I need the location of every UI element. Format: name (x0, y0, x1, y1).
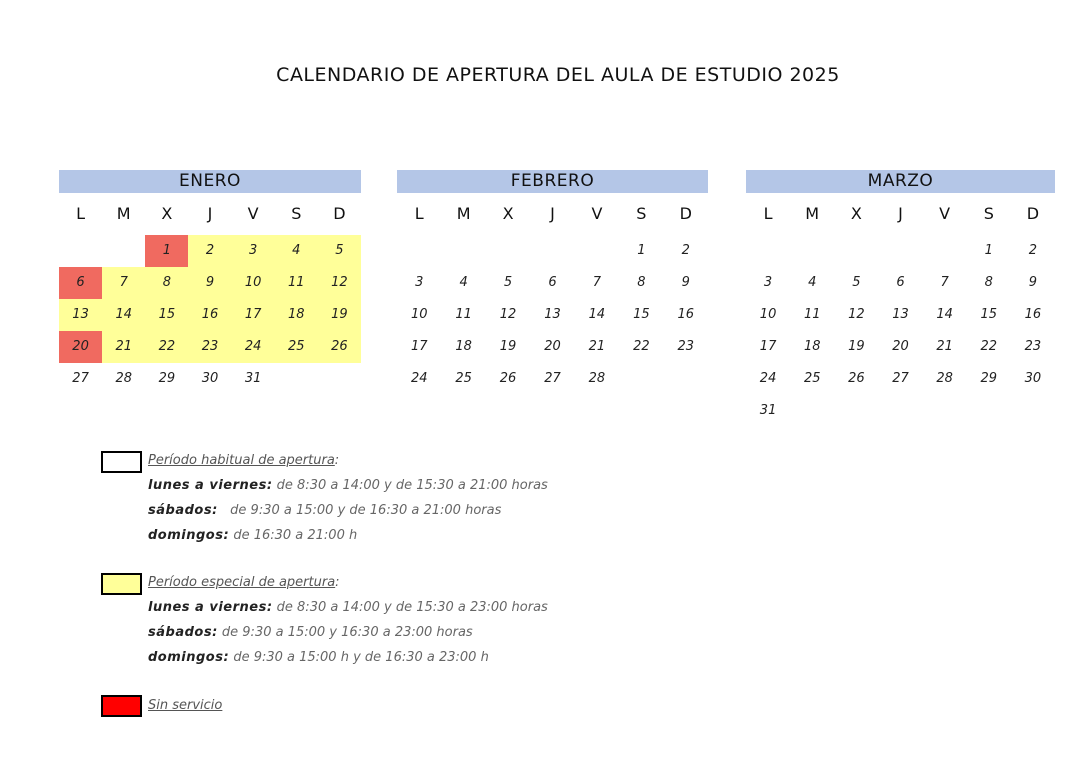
weekday-label: V (591, 204, 603, 223)
day-cell: 17 (759, 339, 777, 354)
day-cell: 24 (410, 371, 428, 386)
weekday-label: V (247, 204, 259, 223)
day-cell: 28 (115, 371, 132, 386)
day-cell: 11 (455, 307, 472, 322)
legend-swatch-especial (101, 573, 142, 595)
day-cell: 5 (852, 275, 861, 290)
day-cell: 4 (808, 275, 817, 290)
weekday-label: M (805, 204, 820, 223)
day-cell: 21 (588, 339, 606, 354)
day-cell: 26 (848, 371, 865, 386)
empty-cell (318, 363, 361, 395)
day-cell: 5 (318, 235, 361, 267)
empty-cell (878, 395, 922, 427)
day-cell: 3 (232, 235, 275, 267)
day-cell: 9 (1028, 275, 1038, 290)
empty-cell (664, 363, 708, 395)
day-cell: 21 (936, 339, 953, 354)
empty-cell (441, 235, 485, 267)
day-cell: 22 (980, 339, 998, 354)
day-cell: 19 (848, 339, 865, 354)
day-cell: 22 (145, 331, 188, 363)
month-header: MARZO (746, 170, 1055, 193)
weekday-label: V (939, 204, 951, 223)
empty-cell (102, 235, 145, 267)
day-cell: 7 (940, 275, 949, 290)
day-cell: 15 (980, 307, 998, 322)
day-cell: 4 (275, 235, 318, 267)
day-cell: 5 (503, 275, 513, 290)
day-cell: 15 (633, 307, 650, 322)
weekday-label: J (550, 204, 555, 223)
weekday-label: X (502, 204, 514, 223)
day-cell: 1 (984, 243, 993, 258)
day-cell: 6 (548, 275, 557, 290)
empty-cell (575, 235, 619, 267)
day-cell: 12 (848, 307, 865, 322)
legend-especial-weekdays: lunes a viernes: de 8:30 a 14:00 y de 15:30 a 23:00 horas (148, 600, 548, 615)
empty-cell (834, 395, 878, 427)
day-cell: 7 (102, 267, 145, 299)
day-cell: 16 (677, 307, 695, 322)
month-enero (59, 170, 361, 395)
day-cell: 13 (892, 307, 909, 322)
empty-cell (1011, 395, 1055, 427)
day-cell: 25 (803, 371, 821, 386)
weekday-label: S (983, 204, 994, 223)
day-cell: 15 (145, 299, 188, 331)
day-cell: 6 (896, 275, 905, 290)
month-marzo (746, 170, 1055, 427)
weekday-label: L (76, 204, 86, 223)
day-cell: 13 (544, 307, 561, 322)
days-grid (397, 235, 708, 395)
day-cell: 19 (318, 299, 361, 331)
month-febrero (397, 170, 708, 395)
weekday-row (59, 193, 361, 235)
day-cell: 6 (59, 267, 102, 299)
day-cell: 10 (410, 307, 428, 322)
day-cell: 2 (1028, 243, 1038, 258)
empty-cell (967, 395, 1011, 427)
day-cell: 28 (936, 371, 953, 386)
legend-habitual-sunday: domingos: de 16:30 a 21:00 h (148, 528, 358, 543)
day-cell: 1 (145, 235, 188, 267)
empty-cell (275, 363, 318, 395)
day-cell: 11 (803, 307, 821, 322)
weekday-row (746, 193, 1055, 235)
empty-cell (59, 235, 102, 267)
day-cell: 14 (588, 307, 606, 322)
month-header: ENERO (59, 170, 361, 193)
legend-habitual-saturday: sábados: de 9:30 a 15:00 y de 16:30 a 21:00 horas (148, 503, 502, 518)
day-cell: 26 (318, 331, 361, 363)
day-cell: 9 (188, 267, 231, 299)
day-cell: 27 (72, 371, 89, 386)
day-cell: 13 (59, 299, 102, 331)
day-cell: 16 (1024, 307, 1042, 322)
days-grid (59, 235, 361, 395)
day-cell: 26 (499, 371, 517, 386)
day-cell: 23 (188, 331, 231, 363)
day-cell: 12 (499, 307, 517, 322)
day-cell: 18 (803, 339, 821, 354)
day-cell: 3 (415, 275, 424, 290)
day-cell: 28 (588, 371, 606, 386)
day-cell: 20 (59, 331, 102, 363)
day-cell: 17 (410, 339, 428, 354)
day-cell: 25 (455, 371, 472, 386)
empty-cell (530, 235, 574, 267)
day-cell: 1 (637, 243, 646, 258)
day-cell: 30 (1024, 371, 1042, 386)
day-cell: 23 (677, 339, 695, 354)
day-cell: 20 (892, 339, 909, 354)
legend-especial-sunday: domingos: de 9:30 a 15:00 h y de 16:30 a 23:00 h (148, 650, 489, 665)
weekday-label: L (414, 204, 424, 223)
day-cell: 14 (102, 299, 145, 331)
day-cell: 24 (759, 371, 777, 386)
empty-cell (790, 395, 834, 427)
day-cell: 7 (592, 275, 602, 290)
empty-cell (923, 235, 967, 267)
empty-cell (834, 235, 878, 267)
legend-heading-especial: Período especial de apertura: (148, 575, 340, 590)
day-cell: 12 (318, 267, 361, 299)
weekday-label: D (679, 204, 692, 223)
legend-especial-saturday: sábados: de 9:30 a 15:00 y 16:30 a 23:00 horas (148, 625, 473, 640)
weekday-label: S (636, 204, 647, 223)
empty-cell (397, 235, 441, 267)
weekday-label: X (850, 204, 862, 223)
legend-habitual-weekdays: lunes a viernes: de 8:30 a 14:00 y de 15:30 a 21:00 horas (148, 478, 548, 493)
day-cell: 2 (188, 235, 231, 267)
legend-swatch-sin-servicio (101, 695, 142, 717)
day-cell: 10 (759, 307, 777, 322)
day-cell: 8 (637, 275, 646, 290)
day-cell: 8 (145, 267, 188, 299)
day-cell: 4 (459, 275, 468, 290)
empty-cell (746, 235, 790, 267)
empty-cell (923, 395, 967, 427)
day-cell: 11 (275, 267, 318, 299)
day-cell: 3 (763, 275, 773, 290)
day-cell: 24 (232, 331, 275, 363)
page-title: CALENDARIO DE APERTURA DEL AULA DE ESTUDIO 2025 (276, 64, 840, 86)
empty-cell (790, 235, 834, 267)
day-cell: 2 (681, 243, 690, 258)
weekday-label: L (763, 204, 773, 223)
day-cell: 19 (499, 339, 517, 354)
day-cell: 31 (759, 403, 777, 418)
weekday-row (397, 193, 708, 235)
day-cell: 29 (158, 371, 176, 386)
day-cell: 29 (980, 371, 998, 386)
day-cell: 8 (984, 275, 993, 290)
weekday-label: J (898, 204, 903, 223)
day-cell: 27 (544, 371, 561, 386)
month-header: FEBRERO (397, 170, 708, 193)
weekday-label: M (456, 204, 471, 223)
day-cell: 25 (275, 331, 318, 363)
legend-heading-sin-servicio: Sin servicio (148, 698, 223, 713)
legend-swatch-habitual (101, 451, 142, 473)
day-cell: 9 (681, 275, 690, 290)
weekday-label: D (1026, 204, 1040, 223)
day-cell: 14 (936, 307, 953, 322)
empty-cell (878, 235, 922, 267)
weekday-label: X (161, 204, 173, 223)
empty-cell (619, 363, 663, 395)
day-cell: 16 (188, 299, 231, 331)
day-cell: 22 (633, 339, 650, 354)
day-cell: 23 (1024, 339, 1042, 354)
day-cell: 21 (102, 331, 145, 363)
weekday-label: D (333, 204, 346, 223)
day-cell: 18 (455, 339, 472, 354)
weekday-label: S (291, 204, 302, 223)
day-cell: 20 (544, 339, 561, 354)
day-cell: 18 (275, 299, 318, 331)
empty-cell (486, 235, 530, 267)
days-grid (746, 235, 1055, 427)
day-cell: 31 (244, 371, 262, 386)
day-cell: 30 (201, 371, 219, 386)
day-cell: 10 (232, 267, 275, 299)
weekday-label: M (116, 204, 131, 223)
day-cell: 17 (232, 299, 275, 331)
weekday-label: J (207, 204, 213, 223)
day-cell: 27 (892, 371, 909, 386)
legend-heading-habitual: Período habitual de apertura: (148, 453, 340, 468)
